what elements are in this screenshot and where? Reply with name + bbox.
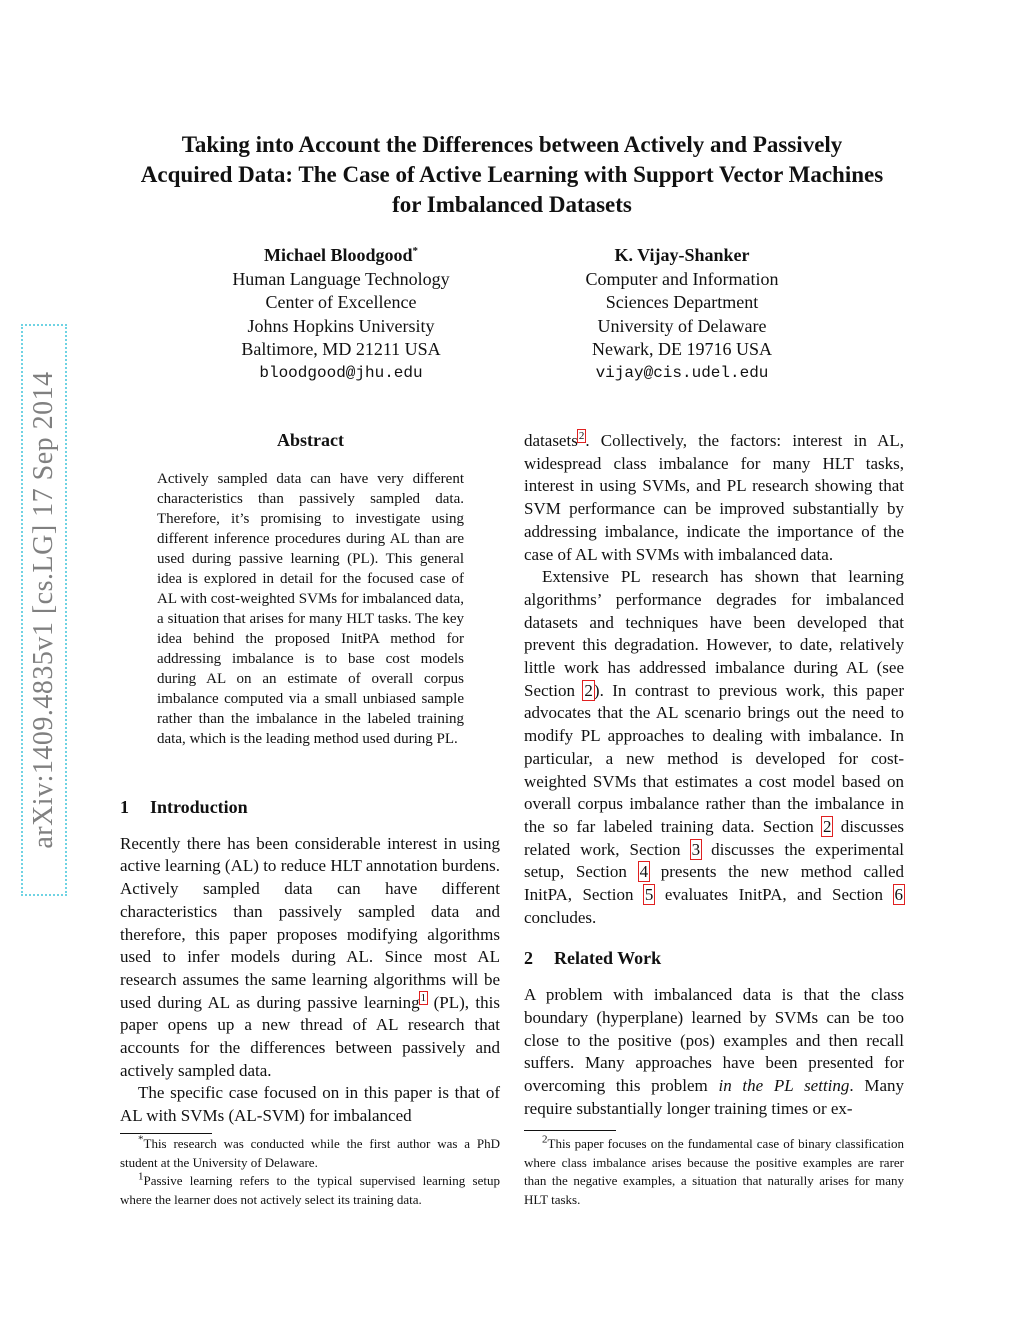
arxiv-stamp[interactable]: arXiv:1409.4835v1 [cs.LG] 17 Sep 2014	[27, 330, 61, 890]
abstract-text: Actively sampled data can have very different characteristics than passively sampled data. Therefore, it’s promising to investigate using different inference procedures during AL than are used during passive learning (PL). This general idea is explored in detail for the focused case of AL with cost-weighted SVMs for imbalanced data, a situation that arises for many HLT tasks. The key idea behind the proposed InitPA method for addressing imbalance is to base cost models during AL on an estimate of overall corpus imbalance computed via a small unbiased sample rather than the imbalance in the labeled training data, which is the leading method used during PL.	[157, 471, 464, 747]
title-line: Acquired Data: The Case of Active Learning with Support Vector Machines	[140, 162, 884, 187]
footnote-rule	[524, 1130, 616, 1131]
body-paragraph: Extensive PL research has shown that learning algorithms’ performance degrades for imbalanced datasets and techniques have been developed that prevent this degradation. However, to date, relatively little work has addressed imbalance during AL (see Section 2). In contrast to previous work, this paper advocates that the AL scenario brings out the need to modify PL approaches to dealing with imbalance. In particular, a new method is developed for cost-weighted SVMs that estimates a cost model based on overall corpus imbalance rather than the imbalance in the so far labeled training data. Section 2 discusses related work, Section 3 discusses the experimental setup, Section 4 presents the new method called InitPA, Section 5 evaluates InitPA, and Section 6 concludes.	[524, 567, 904, 927]
author-footnote-mark[interactable]: *	[412, 245, 418, 257]
section-link[interactable]: 4	[639, 862, 649, 882]
footnote-link[interactable]: 2	[578, 430, 585, 443]
footnote: $^1$Passive learning refers to the typical supervised learning setup where the learner does not actively select its training data.	[120, 1170, 500, 1207]
section-link[interactable]: 3	[691, 839, 701, 859]
section-heading-related-work: 2 Related Work	[524, 948, 662, 969]
body-paragraph: datasets$^2$. Collectively, the factors: interest in AL, widespread class imbalance for many HLT tasks, interest in using SVMs, and PL research showing that SVM performance can be improved substantially by addressing imbalance, indicate the importance of the case of AL with SVMs with imbalanced data.	[524, 430, 904, 564]
right-column	[524, 430, 904, 1120]
author-affiliation: Baltimore, MD 21211 USA	[241, 339, 441, 359]
author-block-bloodgood	[191, 244, 491, 385]
footnote: *This research was conducted while the first author was a PhD student at the University of Delaware.	[120, 1133, 500, 1170]
author-email[interactable]: vijay@cis.udel.edu	[595, 363, 769, 382]
section-link[interactable]: 2	[584, 680, 593, 700]
footnote-rule	[120, 1133, 212, 1134]
section-link[interactable]: 2	[822, 816, 832, 836]
intro-paragraph: The specific case focused on in this paper is that of AL with SVMs (AL-SVM) for imbalanced	[120, 1083, 500, 1126]
author-affiliation: Newark, DE 19716 USA	[592, 339, 772, 359]
title-line: for Imbalanced Datasets	[392, 192, 632, 217]
abstract-heading: Abstract	[277, 430, 344, 450]
title-line: Taking into Account the Differences between Actively and Passively	[181, 132, 843, 157]
footnotes-right	[524, 1135, 904, 1209]
author-email[interactable]: bloodgood@jhu.edu	[259, 363, 423, 382]
intro-paragraph: Recently there has been considerable interest in using active learning (AL) to reduce HLT annotation burdens. Actively sampled data can have different characteristics than passively sampled data and therefore, this paper proposes modifying algorithms used to infer models during AL. Since most AL research assumes the same learning algorithms will be used during AL as during passive learning$^1$ (PL), this paper opens up a new thread of AL research that accounts for the differences between passively and actively sampled data.	[120, 833, 500, 1080]
section-heading-introduction: 1 Introduction	[120, 797, 248, 817]
author-affiliation: University of Delaware	[597, 315, 767, 336]
author-affiliation: Human Language Technology	[232, 268, 450, 289]
related-paragraph: A problem with imbalanced data is that the class boundary (hyperplane) learned by SVMs can be too close to the positive (pos) examples and then recall suffers. Many approaches have been presented for overcoming this problem in the PL setting. Many require substantially longer training times or ex-	[524, 985, 905, 1118]
footnote: $^2$This paper focuses on the fundamental case of binary classification where class imbalance arises because the positive examples are rarer than the negative examples, a situation that naturally arises for many HLT tasks.	[524, 1133, 904, 1207]
section-link[interactable]: 6	[894, 885, 903, 905]
left-column	[120, 796, 500, 1128]
author-affiliation: Center of Excellence	[265, 292, 417, 312]
footnotes-left	[120, 1135, 500, 1209]
paper-title	[100, 130, 924, 220]
author-affiliation: Sciences Department	[605, 292, 759, 312]
author-name: Michael Bloodgood*	[263, 245, 418, 265]
author-affiliation: Johns Hopkins University	[247, 315, 435, 336]
author-name: K. Vijay-Shanker	[614, 245, 750, 265]
footnote-link[interactable]: 1	[420, 991, 427, 1004]
author-block-vijay-shanker	[532, 244, 832, 385]
author-affiliation: Computer and Information	[585, 268, 779, 289]
section-link[interactable]: 5	[644, 885, 654, 905]
